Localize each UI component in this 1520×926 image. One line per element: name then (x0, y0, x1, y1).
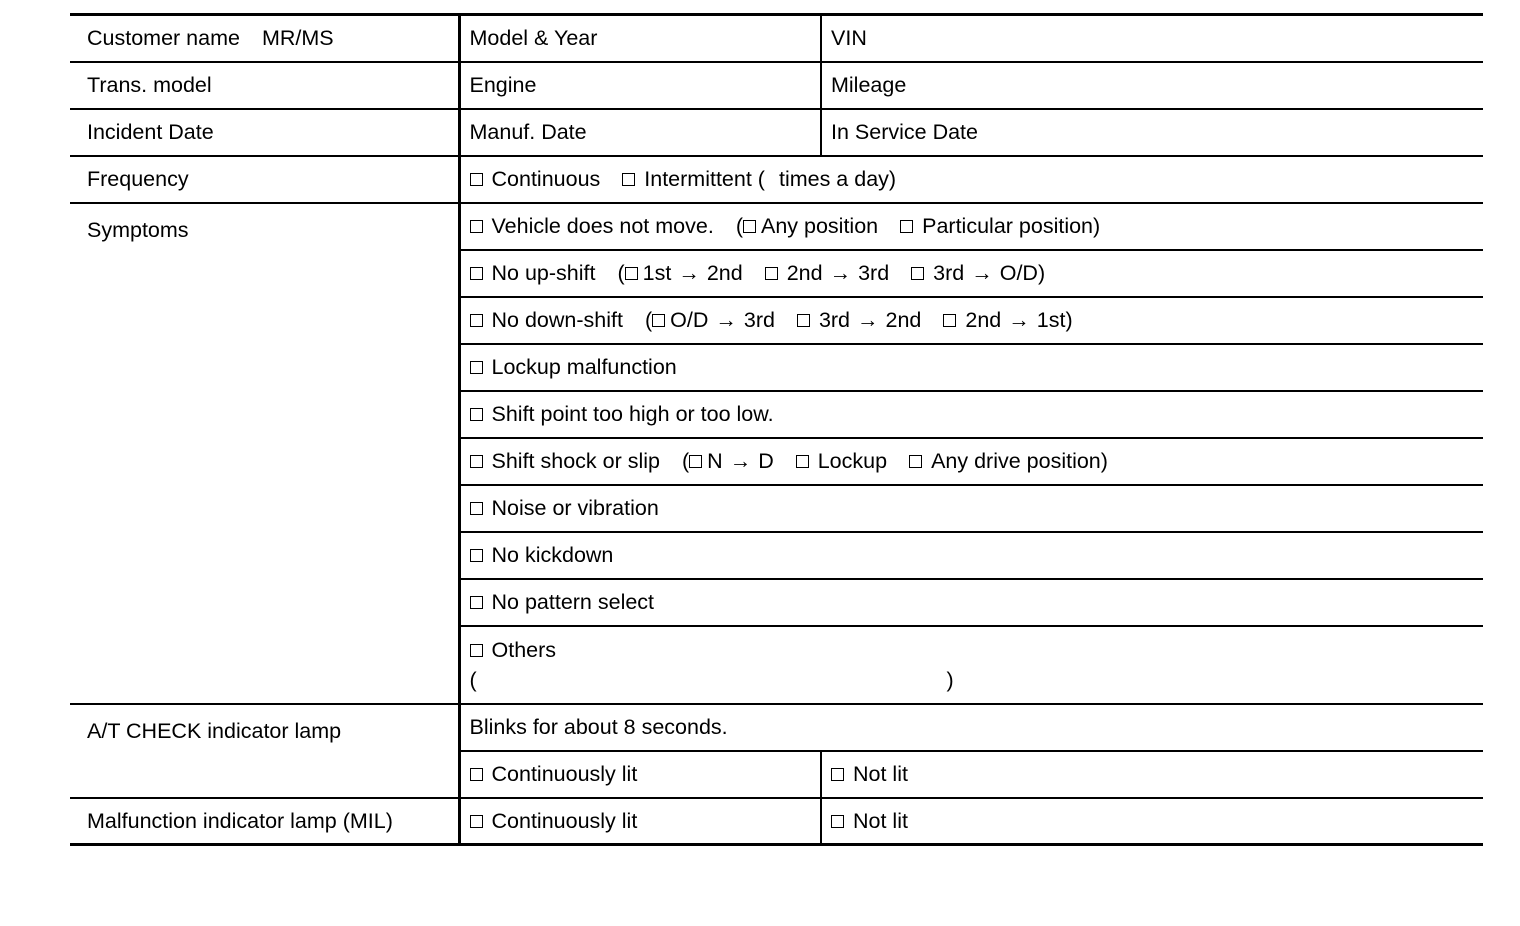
downshift-1st-label: 1st) (1036, 308, 1073, 332)
frequency-options-cell (459, 156, 1483, 203)
symptoms-label: Symptoms (87, 217, 189, 242)
no-kickdown-cell (459, 532, 1483, 579)
incident-date-cell[interactable] (70, 109, 459, 156)
at-not-lit-cell (821, 751, 1483, 798)
no-pattern-cell (459, 579, 1483, 626)
frequency-label-cell (70, 156, 459, 203)
mil-not-lit-checkbox[interactable] (831, 815, 844, 828)
right-arrow-icon: → (678, 261, 700, 285)
date-row (70, 109, 1483, 156)
downshift-2nd-label: 2nd (965, 308, 1002, 332)
customer-row (70, 15, 1483, 62)
blinks-cell (459, 704, 1483, 751)
right-arrow-icon: → (971, 261, 993, 285)
lockup-malfunction-label: Lockup malfunction (491, 355, 677, 379)
mil-not-lit-cell (821, 798, 1483, 845)
paren-open: ( (644, 308, 653, 332)
at-not-lit-checkbox[interactable] (831, 768, 844, 781)
right-arrow-icon: → (857, 308, 879, 332)
mil-continuously-lit-checkbox[interactable] (470, 815, 483, 828)
noise-checkbox[interactable] (470, 502, 483, 515)
no-pattern-checkbox[interactable] (470, 596, 483, 609)
downshift-3rd-label: 3rd (743, 308, 775, 332)
no-downshift-cell (459, 297, 1483, 344)
upshift-2nd-3rd-checkbox[interactable] (765, 267, 778, 280)
vehicle-not-move-checkbox[interactable] (470, 220, 483, 233)
upshift-3rd-label: 3rd (933, 261, 965, 285)
mil-continuously-lit-cell (459, 798, 821, 845)
upshift-2nd-label: 2nd (786, 261, 823, 285)
at-continuously-lit-cell (459, 751, 821, 798)
at-check-label: A/T CHECK indicator lamp (87, 718, 342, 743)
continuous-checkbox[interactable] (470, 173, 483, 186)
trans-model-label: Trans. model (87, 73, 212, 97)
vin-label: VIN (831, 26, 867, 51)
in-service-date-label: In Service Date (831, 120, 978, 144)
engine-label: Engine (469, 73, 537, 97)
others-cell[interactable] (459, 626, 1483, 704)
no-upshift-label: No up-shift (491, 261, 596, 285)
paren-open: ( (617, 261, 625, 285)
downshift-2nd-1st-checkbox[interactable] (943, 314, 956, 327)
upshift-2nd-label: 2nd (706, 261, 743, 285)
frequency-label: Frequency (87, 167, 189, 191)
manuf-date-label: Manuf. Date (469, 120, 587, 144)
lockup-malfunction-checkbox[interactable] (470, 361, 483, 374)
shock-n-label: N (707, 449, 723, 473)
customer-name-label: Customer name (87, 26, 240, 51)
vehicle-not-move-label: Vehicle does not move. (491, 214, 714, 238)
no-downshift-label: No down-shift (491, 308, 623, 332)
paren-open: ( (735, 214, 743, 238)
downshift-3rd-2nd-checkbox[interactable] (797, 314, 810, 327)
mil-row (70, 798, 1483, 845)
shock-d-label: D (758, 449, 774, 473)
shock-any-drive-checkbox[interactable] (909, 455, 922, 468)
symptoms-label-cell (70, 203, 459, 704)
at-not-lit-label: Not lit (853, 762, 908, 786)
shift-point-checkbox[interactable] (470, 408, 483, 421)
others-detail-field[interactable] (470, 668, 1484, 698)
others-open-paren: ( (469, 667, 477, 692)
no-upshift-cell (459, 250, 1483, 297)
at-continuously-lit-label: Continuously lit (491, 762, 638, 786)
vehicle-not-move-cell (459, 203, 1483, 250)
noise-cell (459, 485, 1483, 532)
paren-open: ( (681, 449, 690, 473)
at-continuously-lit-checkbox[interactable] (470, 768, 483, 781)
manuf-date-cell[interactable] (459, 109, 821, 156)
mileage-label: Mileage (831, 73, 907, 97)
no-kickdown-label: No kickdown (491, 543, 614, 567)
continuous-label: Continuous (491, 167, 601, 191)
at-check-row-blink (70, 704, 1483, 751)
shock-any-drive-label: Any drive position) (931, 449, 1108, 473)
at-check-label-cell (70, 704, 459, 798)
shift-point-label: Shift point too high or too low. (491, 402, 774, 426)
shock-lockup-label: Lockup (817, 449, 888, 473)
right-arrow-icon: → (829, 261, 852, 285)
symptom-row-vehicle (70, 203, 1483, 250)
downshift-od-label: O/D (670, 308, 709, 332)
lockup-malfunction-cell (459, 344, 1483, 391)
others-label: Others (491, 637, 557, 662)
downshift-od-3rd-checkbox[interactable] (652, 314, 665, 327)
customer-questionnaire-table (70, 13, 1483, 846)
no-upshift-checkbox[interactable] (470, 267, 483, 280)
incident-date-label: Incident Date (87, 120, 214, 144)
no-downshift-checkbox[interactable] (470, 314, 483, 327)
any-position-label: Any position (760, 214, 879, 238)
upshift-3rd-od-checkbox[interactable] (911, 267, 924, 280)
right-arrow-icon: → (715, 308, 737, 332)
mileage-cell[interactable] (821, 62, 1483, 109)
upshift-1st-2nd-checkbox[interactable] (625, 267, 638, 280)
shift-point-cell (459, 391, 1483, 438)
downshift-3rd-label: 3rd (818, 308, 851, 332)
trans-row (70, 62, 1483, 109)
mil-continuously-lit-label: Continuously lit (491, 808, 638, 833)
mil-not-lit-label: Not lit (853, 808, 908, 833)
model-year-label: Model & Year (469, 26, 598, 51)
others-close-paren: ) (946, 667, 954, 692)
engine-cell[interactable] (459, 62, 821, 109)
customer-name-cell[interactable] (70, 15, 459, 62)
mil-label-cell (70, 798, 459, 845)
right-arrow-icon: → (1008, 308, 1030, 332)
no-pattern-label: No pattern select (491, 590, 655, 614)
in-service-date-cell[interactable] (821, 109, 1483, 156)
noise-label: Noise or vibration (491, 496, 659, 520)
times-a-day-label: times a day) (778, 167, 897, 191)
upshift-od-label: O/D) (999, 261, 1046, 285)
trans-model-cell[interactable] (70, 62, 459, 109)
upshift-1st-label: 1st (642, 261, 672, 285)
shock-lockup-checkbox[interactable] (796, 455, 809, 468)
no-kickdown-checkbox[interactable] (470, 549, 483, 562)
upshift-3rd-label: 3rd (858, 261, 890, 285)
shift-shock-checkbox[interactable] (470, 455, 483, 468)
frequency-row (70, 156, 1483, 203)
vin-cell[interactable] (821, 15, 1483, 62)
downshift-2nd-label: 2nd (885, 308, 922, 332)
others-checkbox[interactable] (470, 644, 483, 657)
mr-ms-label: MR/MS (261, 26, 334, 51)
intermittent-label: Intermittent ( (644, 167, 765, 191)
right-arrow-icon: → (729, 449, 752, 473)
particular-position-checkbox[interactable] (900, 220, 913, 233)
model-year-cell[interactable] (459, 15, 821, 62)
shock-n-d-checkbox[interactable] (689, 455, 702, 468)
mil-label: Malfunction indicator lamp (MIL) (87, 808, 393, 833)
intermittent-checkbox[interactable] (622, 173, 635, 186)
particular-position-label: Particular position) (922, 214, 1101, 238)
shift-shock-cell (459, 438, 1483, 485)
blinks-label: Blinks for about 8 seconds. (469, 715, 728, 739)
any-position-checkbox[interactable] (743, 220, 756, 233)
shift-shock-label: Shift shock or slip (491, 449, 660, 473)
